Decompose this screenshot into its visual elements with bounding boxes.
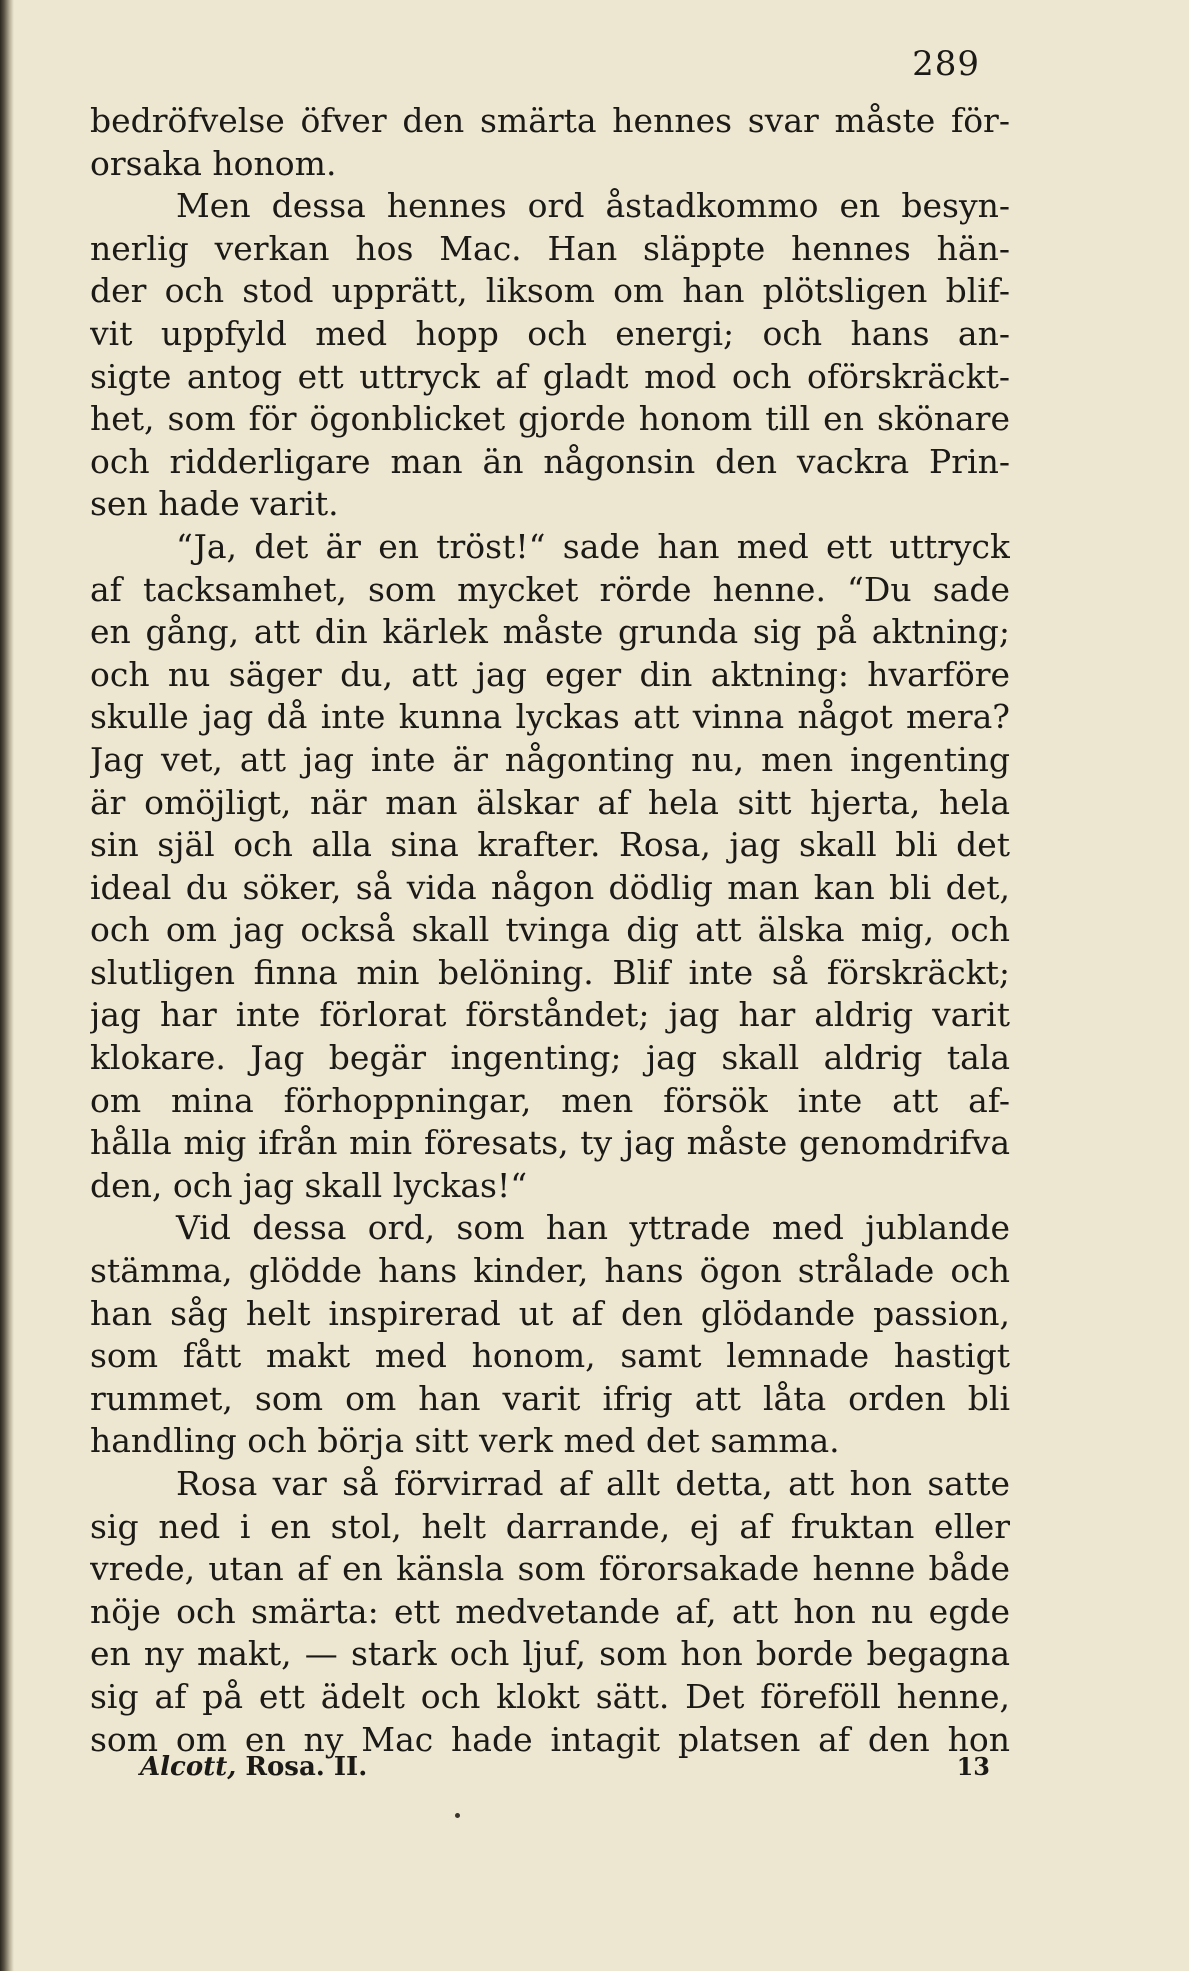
text-line: Vid dessa ord, som han yttrade med jublande	[176, 1208, 1010, 1248]
text-line: vit uppfyld med hopp och energi; och hans an-	[90, 313, 1010, 353]
text-line: het, som för ögonblicket gjorde honom till en skönare	[90, 399, 1010, 439]
text-line: och nu säger du, att jag eger din aktning: hvarföre	[90, 654, 1010, 694]
text-line: sig ned i en stol, helt darrande, ej af fruktan eller	[90, 1506, 1010, 1546]
text-line: bedröfvelse öfver den smärta hennes svar måste för-	[90, 101, 1010, 140]
body-text	[90, 100, 1010, 1761]
text-line: sen hade varit.	[90, 484, 339, 524]
text-line: en ny makt, — stark och ljuf, som hon borde begagna	[90, 1634, 1010, 1674]
text-line: stämma, glödde hans kinder, hans ögon strålade och	[90, 1251, 1010, 1291]
signature-mark: 13	[956, 1752, 990, 1781]
text-line: sig af på ett ädelt och klokt sätt. Det föreföll henne,	[90, 1676, 1010, 1716]
text-line: jag har inte förlorat förståndet; jag har aldrig varit	[90, 995, 1010, 1035]
footer-title: Rosa. II.	[245, 1752, 368, 1782]
text-line: rummet, som om han varit ifrig att låta orden bli	[90, 1378, 1010, 1418]
text-line: skulle jag då inte kunna lyckas att vinna något mera?	[90, 697, 1010, 737]
text-line: handling och börja sitt verk med det samma.	[90, 1421, 840, 1461]
footer-author: Alcott,	[140, 1752, 237, 1782]
text-line: den, och jag skall lyckas!“	[90, 1165, 528, 1205]
text-line: sin själ och alla sina krafter. Rosa, jag skall bli det	[90, 825, 1010, 865]
text-line: han såg helt inspirerad ut af den glödande passion,	[90, 1293, 1010, 1333]
text-line: vrede, utan af en känsla som förorsakade henne både	[90, 1549, 1010, 1589]
text-line: en gång, att din kärlek måste grunda sig på aktning;	[90, 612, 1010, 652]
text-line: som om en ny Mac hade intagit platsen af den hon	[90, 1719, 1010, 1759]
print-speck	[455, 1813, 460, 1818]
text-line: är omöjligt, när man älskar af hela sitt hjerta, hela	[90, 782, 1010, 822]
text-line: “Ja, det är en tröst!“ sade han med ett uttryck	[176, 526, 1010, 566]
text-line: hålla mig ifrån min föresats, ty jag måste genomdrifva	[90, 1123, 1010, 1163]
page-binding-edge	[0, 0, 14, 1971]
text-line: klokare. Jag begär ingenting; jag skall aldrig tala	[90, 1038, 1010, 1078]
text-line: sigte antog ett uttryck af gladt mod och oförskräckt-	[90, 356, 1010, 396]
text-line: Men dessa hennes ord åstadkommo en besyn-	[176, 186, 1010, 226]
text-line: nerlig verkan hos Mac. Han släppte hennes hän-	[90, 228, 1010, 268]
book-page	[90, 40, 1010, 1940]
text-line: som fått makt med honom, samt lemnade hastigt	[90, 1336, 1010, 1376]
text-line: Rosa var så förvirrad af allt detta, att hon satte	[176, 1464, 1010, 1503]
text-line: och om jag också skall tvinga dig att älska mig, och	[90, 910, 1010, 950]
text-line: slutligen finna min belöning. Blif inte så förskräckt;	[90, 952, 1010, 992]
text-line: af tacksamhet, som mycket rörde henne. “Du sade	[90, 569, 1010, 609]
text-line: ideal du söker, så vida någon dödlig man kan bli det,	[90, 867, 1010, 907]
text-line: och ridderligare man än någonsin den vackra Prin-	[90, 441, 1010, 481]
text-line: nöje och smärta: ett medvetande af, att hon nu egde	[90, 1591, 1010, 1631]
text-line: der och stod upprätt, liksom om han plötsligen blif-	[90, 271, 1010, 311]
text-line: orsaka honom.	[90, 143, 337, 183]
text-line: Jag vet, att jag inte är någonting nu, men ingenting	[90, 739, 1010, 779]
text-line: om mina förhoppningar, men försök inte att af-	[90, 1080, 1010, 1120]
page-number: 289	[912, 44, 980, 84]
page-footer	[140, 1752, 990, 1792]
